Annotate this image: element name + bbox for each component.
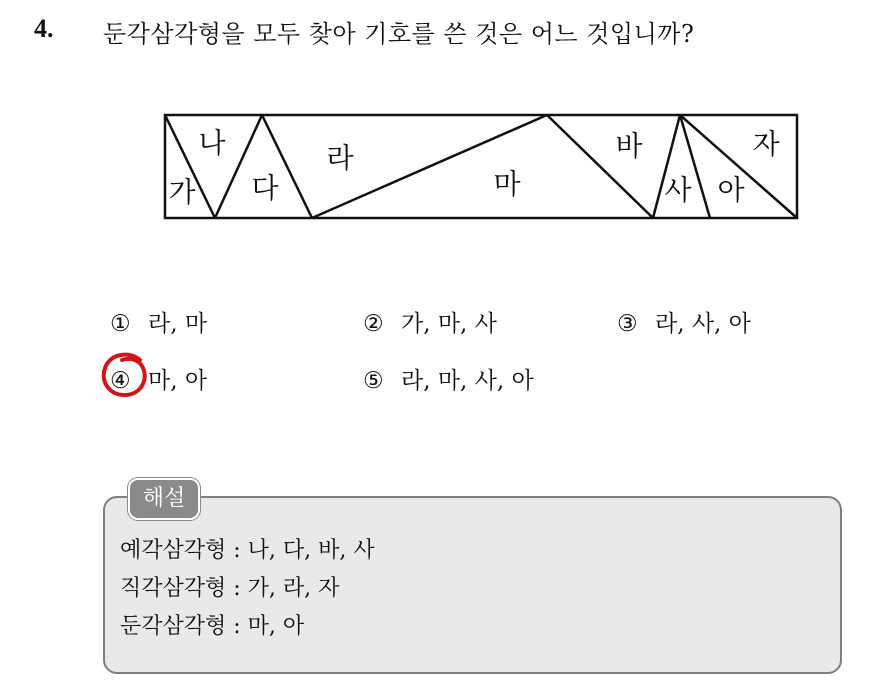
choice-3[interactable] [617, 305, 751, 338]
choice-text: 가, 마, 사 [401, 311, 497, 337]
choice-number: ③ [617, 311, 638, 337]
triangle-label-ma: 마 [493, 167, 521, 201]
triangle-label-ga: 가 [168, 175, 196, 209]
triangle-label-ja: 자 [752, 127, 780, 161]
triangle-label-ra: 라 [326, 141, 354, 175]
answer-mark-circle [100, 350, 152, 400]
choice-5[interactable] [363, 362, 534, 395]
choice-2[interactable] [363, 305, 497, 338]
choice-number: ① [110, 311, 131, 337]
question-text: 둔각삼각형을 모두 찾아 기호를 쓴 것은 어느 것입니까? [103, 20, 695, 48]
explanation-line-acute: 예각삼각형 : 나, 다, 바, 사 [120, 538, 375, 563]
choice-number: ⑤ [363, 368, 384, 394]
explanation-tag: 해설 [128, 478, 200, 520]
choice-1[interactable] [110, 305, 207, 338]
choice-text: 라, 사, 아 [655, 311, 751, 337]
triangle-label-da: 다 [251, 171, 279, 205]
triangle-label-a: 아 [717, 173, 745, 207]
explanation-line-right: 직각삼각형 : 가, 라, 자 [120, 576, 340, 601]
triangle-label-na: 나 [198, 126, 226, 160]
question-number: 4. [34, 14, 54, 43]
explanation-line-obtuse: 둔각삼각형 : 마, 아 [120, 614, 305, 639]
choice-number: ② [363, 311, 384, 337]
choice-text: 라, 마 [148, 311, 208, 337]
choice-number: ④ [110, 368, 131, 394]
triangle-label-sa: 사 [664, 173, 692, 207]
triangle-label-ba: 바 [615, 129, 643, 163]
choice-text: 마, 아 [148, 368, 208, 394]
choice-text: 라, 마, 사, 아 [401, 368, 534, 394]
